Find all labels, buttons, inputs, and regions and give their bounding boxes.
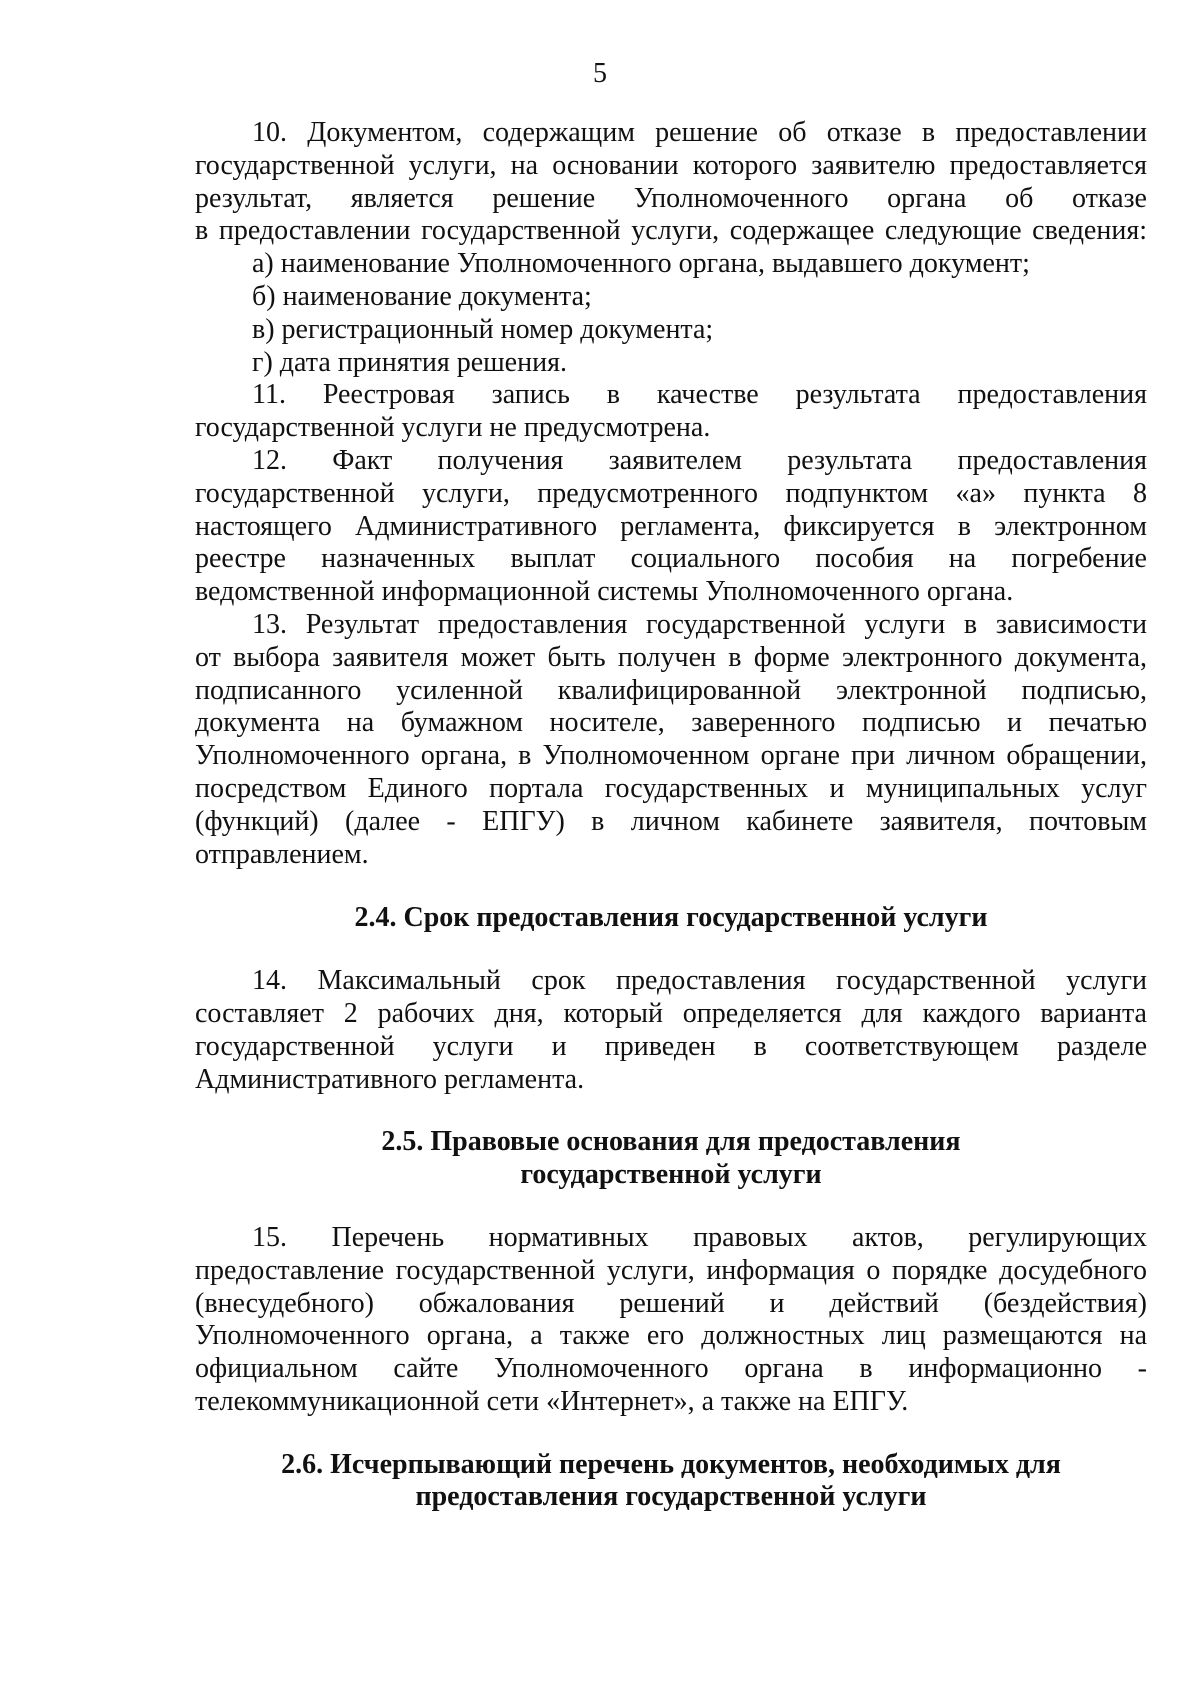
text-line: подписанного усиленной квалифицированной электронной подписью, xyxy=(195,674,1147,706)
text-line: реестре назначенных выплат социального пособия на погребение xyxy=(195,543,1147,575)
paragraph-12 xyxy=(195,445,1147,609)
text-line: официальном сайте Уполномоченного органа в информационно - xyxy=(195,1353,1147,1385)
details-list xyxy=(195,248,1147,379)
paragraph-13 xyxy=(195,609,1147,871)
section-heading-2-6 xyxy=(195,1449,1147,1515)
text-line: в предоставлении государственной услуги, содержащее следующие сведения: xyxy=(195,215,1147,247)
text-line: 12. Факт получения заявителем результата предоставления xyxy=(252,444,1147,476)
heading-line: государственной услуги xyxy=(520,1159,822,1191)
list-item: б) наименование документа; xyxy=(252,280,592,312)
text-line: ведомственной информационной системы Уполномоченного органа. xyxy=(195,576,1014,608)
list-item: г) дата принятия решения. xyxy=(252,346,567,378)
text-line: составляет 2 рабочих дня, который определяется для каждого варианта xyxy=(195,997,1147,1029)
text-line: государственной услуги и приведен в соответствующем разделе xyxy=(195,1030,1147,1062)
text-line: 10. Документом, содержащим решение об отказе в предоставлении xyxy=(252,117,1147,148)
paragraph-10 xyxy=(195,117,1147,248)
text-line: государственной услуги, предусмотренного подпунктом «а» пункта 8 xyxy=(195,477,1147,509)
text-line: 13. Результат предоставления государственной услуги в зависимости xyxy=(252,608,1147,640)
heading-line: предоставления государственной услуги xyxy=(415,1481,927,1513)
page-number: 5 xyxy=(593,58,607,89)
text-line: 11. Реестровая запись в качестве результата предоставления xyxy=(252,379,1147,411)
text-line: телекоммуникационной сети «Интернет», а также на ЕПГУ. xyxy=(195,1385,909,1417)
text-line: от выбора заявителя может быть получен в форме электронного документа, xyxy=(195,641,1147,673)
text-line: Уполномоченного органа, а также его должностных лиц размещаются на xyxy=(195,1320,1147,1352)
text-line: посредством Единого портала государственных и муниципальных услуг xyxy=(195,772,1147,804)
text-line: отправлением. xyxy=(195,838,369,870)
text-line: (функций) (далее - ЕПГУ) в личном кабинете заявителя, почтовым xyxy=(195,805,1147,837)
text-line: государственной услуги, на основании которого заявителю предоставляется xyxy=(195,149,1147,181)
text-line: Уполномоченного органа, в Уполномоченном органе при личном обращении, xyxy=(195,740,1147,772)
text-line: 14. Максимальный срок предоставления государственной услуги xyxy=(252,965,1147,997)
paragraph-11 xyxy=(195,379,1147,445)
paragraph-15 xyxy=(195,1222,1147,1419)
text-line: документа на бумажном носителе, заверенного подписью и печатью xyxy=(195,707,1147,739)
paragraph-14 xyxy=(195,965,1147,1096)
text-line: предоставление государственной услуги, информация о порядке досудебного xyxy=(195,1254,1147,1286)
text-line: Административного регламента. xyxy=(195,1063,585,1095)
heading-line: 2.6. Исчерпывающий перечень документов, необходимых для xyxy=(281,1448,1061,1480)
document-body xyxy=(195,117,1147,1514)
heading-line: 2.4. Срок предоставления государственной услуги xyxy=(354,902,988,934)
text-line: настоящего Административного регламента, фиксируется в электронном xyxy=(195,510,1147,542)
text-line: 15. Перечень нормативных правовых актов, регулирующих xyxy=(252,1221,1147,1253)
section-heading-2-4 xyxy=(195,902,1147,935)
text-line: государственной услуги не предусмотрена. xyxy=(195,412,711,444)
text-line: (внесудебного) обжалования решений и действий (бездействия) xyxy=(195,1287,1147,1319)
section-heading-2-5 xyxy=(195,1126,1147,1192)
list-item: а) наименование Уполномоченного органа, выдавшего документ; xyxy=(252,248,1030,280)
list-item: в) регистрационный номер документа; xyxy=(252,313,714,345)
heading-line: 2.5. Правовые основания для предоставления xyxy=(381,1126,961,1158)
text-line: результат, является решение Уполномоченного органа об отказе xyxy=(195,182,1147,214)
